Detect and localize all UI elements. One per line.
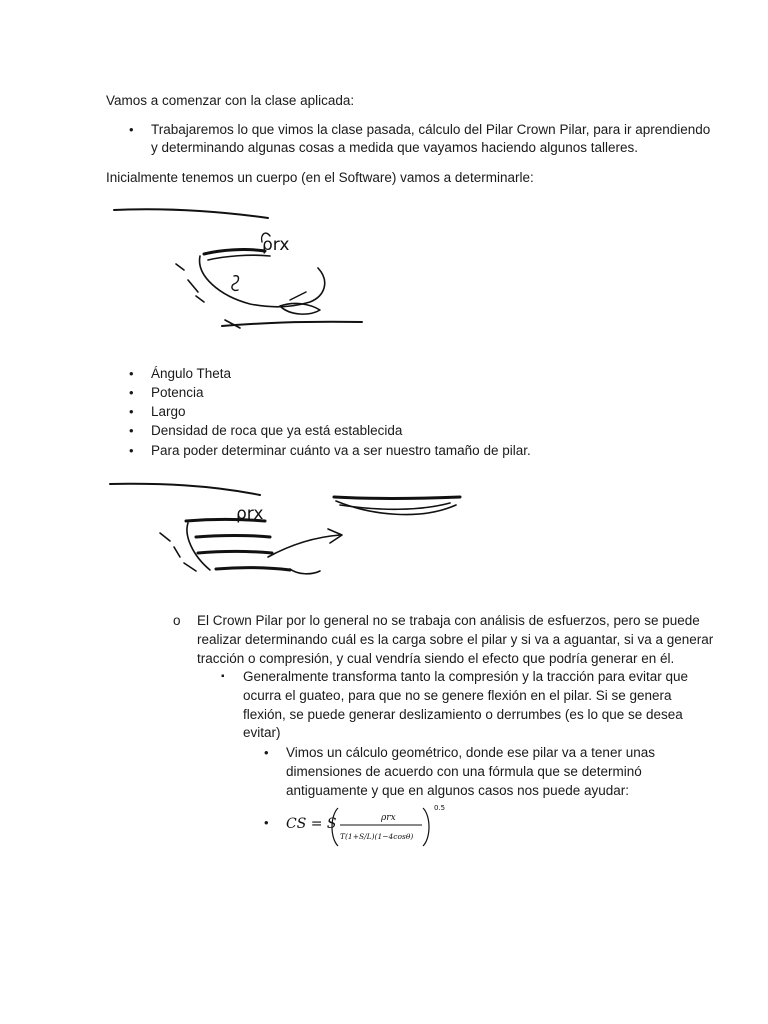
square-line2: ocurra el guateo, para que no se genere flexión en el pilar. Si se genera — [243, 688, 672, 703]
crown-line2: realizar determinando cuál es la carga sobre el pilar y si va a aguantar, si va a generar — [197, 632, 714, 647]
bullet-marker: • — [129, 385, 134, 400]
crown-line1: El Crown Pilar por lo general no se trabaja con análisis de esfuerzos, pero se puede — [197, 613, 700, 628]
param-item: Potencia — [151, 385, 204, 400]
formula-exponent: 0.5 — [434, 804, 446, 812]
square-line1: Generalmente transforma tanto la compresión y la tracción para evitar que — [243, 669, 688, 684]
sketch1-label: ρrx — [262, 235, 290, 255]
crown-pillar-formula — [286, 800, 486, 850]
bullet1-line2: y determinando algunas cosas a medida que vayamos haciendo algunos talleres. — [151, 140, 639, 155]
bullet-marker: • — [129, 423, 134, 438]
formula-numerator: ρrx — [381, 813, 396, 823]
bullet-marker: • — [129, 443, 134, 458]
formula-lhs: CS = S — [286, 816, 337, 832]
bullet-marker: • — [264, 745, 269, 760]
hand-sketch-1 — [100, 196, 380, 346]
calc-line1: Vimos un cálculo geométrico, donde ese pilar va a tener unas — [286, 745, 655, 760]
bullet-marker: • — [129, 404, 134, 419]
square-marker: ▪ — [221, 671, 225, 682]
bullet-marker: • — [264, 815, 269, 830]
intro-text: Vamos a comenzar con la clase aplicada: — [106, 93, 355, 108]
param-item: Para poder determinar cuánto va a ser nuestro tamaño de pilar. — [151, 443, 531, 458]
bullet-marker: • — [129, 366, 134, 381]
initial-text: Inicialmente tenemos un cuerpo (en el Software) vamos a determinarle: — [106, 170, 534, 185]
bullet1-line1: Trabajaremos lo que vimos la clase pasada, cálculo del Pilar Crown Pilar, para ir aprendiendo — [151, 122, 711, 137]
formula-denominator: T(1+S/L)(1−4cosθ) — [340, 832, 414, 841]
calc-line2: dimensiones de acuerdo con una fórmula que se determinó — [286, 764, 642, 779]
hand-sketch-2 — [100, 475, 480, 585]
circle-marker: o — [173, 613, 181, 628]
bullet-marker: • — [129, 122, 134, 137]
crown-line3: tracción o compresión, y cual vendría siendo el efecto que podría generar en él. — [197, 651, 675, 666]
calc-line3: antiguamente y que en algunos casos nos puede ayudar: — [286, 783, 629, 798]
param-item: Densidad de roca que ya está establecida — [151, 423, 403, 438]
param-item: Largo — [151, 404, 186, 419]
param-item: Ángulo Theta — [151, 366, 232, 381]
square-line3: flexión, se puede generar deslizamiento o derrumbes (es lo que se desea — [243, 707, 683, 722]
square-line4: evitar) — [243, 725, 281, 740]
sketch2-label: ρrx — [236, 504, 264, 524]
